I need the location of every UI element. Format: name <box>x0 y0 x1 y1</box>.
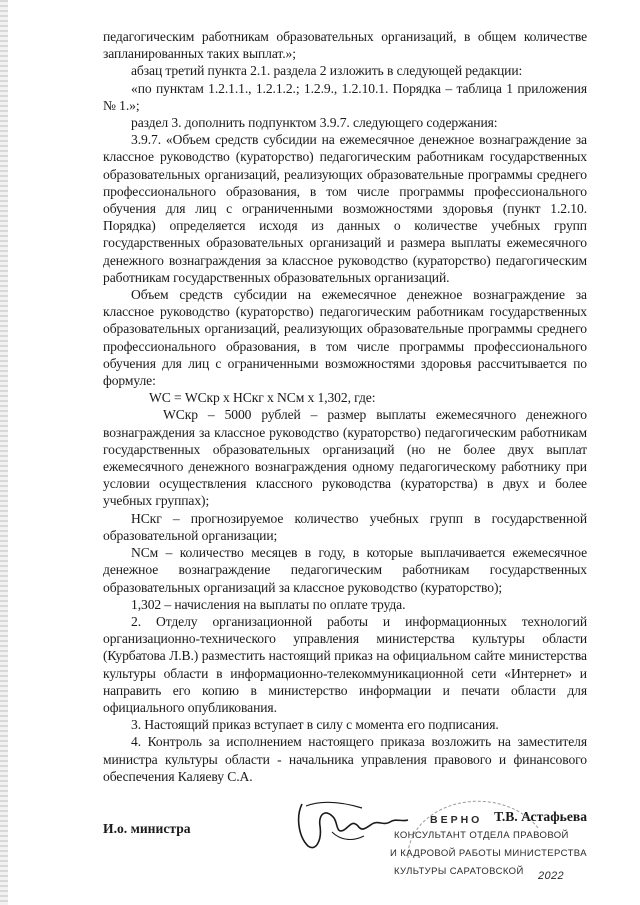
signatory-name: Т.В. Астафьева <box>494 809 587 824</box>
stamp-line-2: И КАДРОВОЙ РАБОТЫ МИНИСТЕРСТВА <box>390 848 587 859</box>
paragraph-item-2: 2. Отделу организационной работы и информационных технологий организационно-технического управления министерства культуры области (Курбатова Л.В.) разместить настоящий приказ на официальном сайте министерства культуры области в информационно-телекоммуникационной сети «Интернет» и направить его копию в министерство информации и печати области для официального опубликования. <box>103 613 587 715</box>
paragraph-2: абзац третий пункта 2.1. раздела 2 изложить в следующей редакции: <box>131 63 523 79</box>
paragraph-1: педагогическим работникам образовательных организаций, в общем количестве запланированных таких выплат.»; <box>103 29 587 62</box>
paragraph-6: Объем средств субсидии на ежемесячное денежное вознаграждение за классное руководство (кураторство) педагогическим работникам государственных образовательных организаций, реализующих образовательные программы среднего профессионального образования, в том числе программы профессионального обучения для лиц с ограниченными возможностями здоровья рассчитывается по формуле: <box>103 287 587 389</box>
formula: WС = WСкр х НСкг х NСм х 1,302, где: <box>149 390 376 406</box>
paragraph-1302: 1,302 – начисления на выплаты по оплате труда. <box>131 596 406 612</box>
certification-stamp <box>370 798 588 898</box>
stamp-verno: ВЕРНО <box>430 814 483 826</box>
stamp-date: 2022 <box>538 870 565 882</box>
paragraph-3: «по пунктам 1.2.1.1., 1.2.1.2.; 1.2.9., 1.2.10.1. Порядка – таблица 1 приложения № 1.»; <box>103 80 587 113</box>
stamp-line-3: КУЛЬТУРЫ САРАТОВСКОЙ <box>394 866 524 877</box>
paragraph-wskr: WСкр – 5000 рублей – размер выплаты ежемесячного денежного вознаграждения за классное руководство (кураторство) педагогическим работникам государственных образовательных организаций (но не более двух выплат ежемесячного денежного вознаграждения одному педагогическому работнику при условии осуществления классного руководства (кураторства) в двух и более учебных группах); <box>103 407 587 509</box>
paragraph-nskg: НСкг – прогнозируемое количество учебных групп в государственной образовательной организации; <box>103 510 587 543</box>
stamp-line-1: КОНСУЛЬТАНТ ОТДЕЛА ПРАВОВОЙ <box>394 830 569 841</box>
paragraph-item-4: 4. Контроль за исполнением настоящего приказа возложить на заместителя министра культуры области - начальника управления правового и финансового обеспечения Каляеву С.А. <box>103 734 587 784</box>
signatory-title: И.о. министра <box>103 821 191 836</box>
paragraph-nsm: NСм – количество месяцев в году, в которые выплачивается ежемесячное денежное вознаграждение педагогическим работникам государственных образовательных организаций за классное руководство (кураторство); <box>103 545 587 595</box>
paragraph-4: раздел 3. дополнить подпунктом 3.9.7. следующего содержания: <box>131 115 498 131</box>
paragraph-5: 3.9.7. «Объем средств субсидии на ежемесячное денежное вознаграждение за классное руководство (кураторство) педагогическим работникам государственных образовательных организаций, реализующих образовательные программы среднего профессионального образования, в том числе программы профессионального обучения для лиц с ограниченными возможностями здоровья (пункт 1.2.10. Порядка) определяется исходя из данных о количестве учебных групп государственных образовательных организаций и размера выплаты ежемесячного денежного вознаграждения за классное руководство (кураторство) педагогическим работникам государственных образовательных организаций. <box>103 132 587 285</box>
scan-edge <box>0 0 8 905</box>
paragraph-item-3: 3. Настоящий приказ вступает в силу с момента его подписания. <box>131 717 499 733</box>
document-body <box>103 28 587 785</box>
